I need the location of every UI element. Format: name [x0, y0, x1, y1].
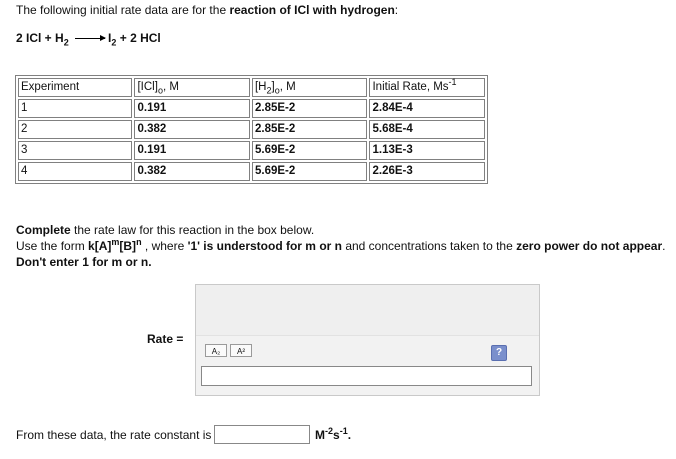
table-row	[18, 120, 485, 139]
superscript-button[interactable]: A²	[230, 344, 252, 357]
header-h2: $[H_2]_o$, M	[252, 78, 368, 97]
cell-h2: 5.69E-2	[252, 141, 368, 160]
product-subscript: 2	[111, 37, 117, 48]
rate-data-table	[15, 75, 488, 184]
reactants: 2 ICl + H	[16, 31, 64, 45]
rate-law-input[interactable]	[201, 366, 532, 386]
instruction-line-2: Use the form $k[A]^m[B]^n$ , where '1' is understood for m or n and concentrations taken to the zero power do not appear.	[16, 237, 666, 253]
rate-constant-unit: $M^{-2}s^{-1}$.	[315, 426, 352, 442]
cell-rate: 2.84E-4	[369, 99, 485, 118]
cell-rate: 2.26E-3	[369, 162, 485, 181]
rate-constant-label: From these data, the rate constant is	[16, 428, 212, 442]
table-row	[18, 162, 485, 181]
cell-experiment: 4	[18, 162, 132, 181]
help-icon[interactable]: ?	[491, 345, 507, 361]
intro-prefix: The following initial rate data are for the	[16, 3, 230, 17]
cell-icl: 0.191	[134, 141, 250, 160]
cell-icl: 0.382	[134, 162, 250, 181]
rate-constant-input[interactable]	[214, 425, 310, 444]
header-icl: $[ICl]_o$, M	[134, 78, 250, 97]
table-row	[18, 141, 485, 160]
cell-h2: 5.69E-2	[252, 162, 368, 181]
cell-experiment: 3	[18, 141, 132, 160]
intro-suffix: :	[394, 3, 399, 17]
intro-reaction-name: reaction of ICl with hydrogen	[229, 3, 395, 17]
cell-rate: 5.68E-4	[369, 120, 485, 139]
cell-h2: 2.85E-2	[252, 120, 368, 139]
product-iodine: I	[108, 31, 112, 45]
cell-icl: 0.191	[134, 99, 250, 118]
reaction-equation	[16, 31, 161, 48]
cell-rate: 1.13E-3	[369, 141, 485, 160]
reaction-arrow-icon	[75, 38, 105, 39]
product-hcl: + 2 HCl	[116, 31, 161, 45]
instruction-line-1: Complete the rate law for this reaction in the box below.	[16, 223, 315, 237]
reactant-subscript: 2	[63, 37, 69, 48]
instruction-line-3: Don't enter 1 for m or n.	[16, 255, 152, 269]
cell-h2: 2.85E-2	[252, 99, 368, 118]
cell-experiment: 2	[18, 120, 132, 139]
cell-icl: 0.382	[134, 120, 250, 139]
cell-experiment: 1	[18, 99, 132, 118]
rate-law-editor	[195, 284, 540, 396]
subscript-button[interactable]: A₂	[205, 344, 227, 357]
header-experiment: Experiment	[18, 78, 132, 97]
rate-label: Rate =	[147, 332, 184, 346]
table-row	[18, 99, 485, 118]
intro-text	[16, 3, 398, 17]
header-initial-rate: Initial Rate, $Ms^{-1}$	[369, 78, 485, 97]
table-header-row	[18, 78, 485, 97]
editor-preview-area	[196, 285, 539, 336]
